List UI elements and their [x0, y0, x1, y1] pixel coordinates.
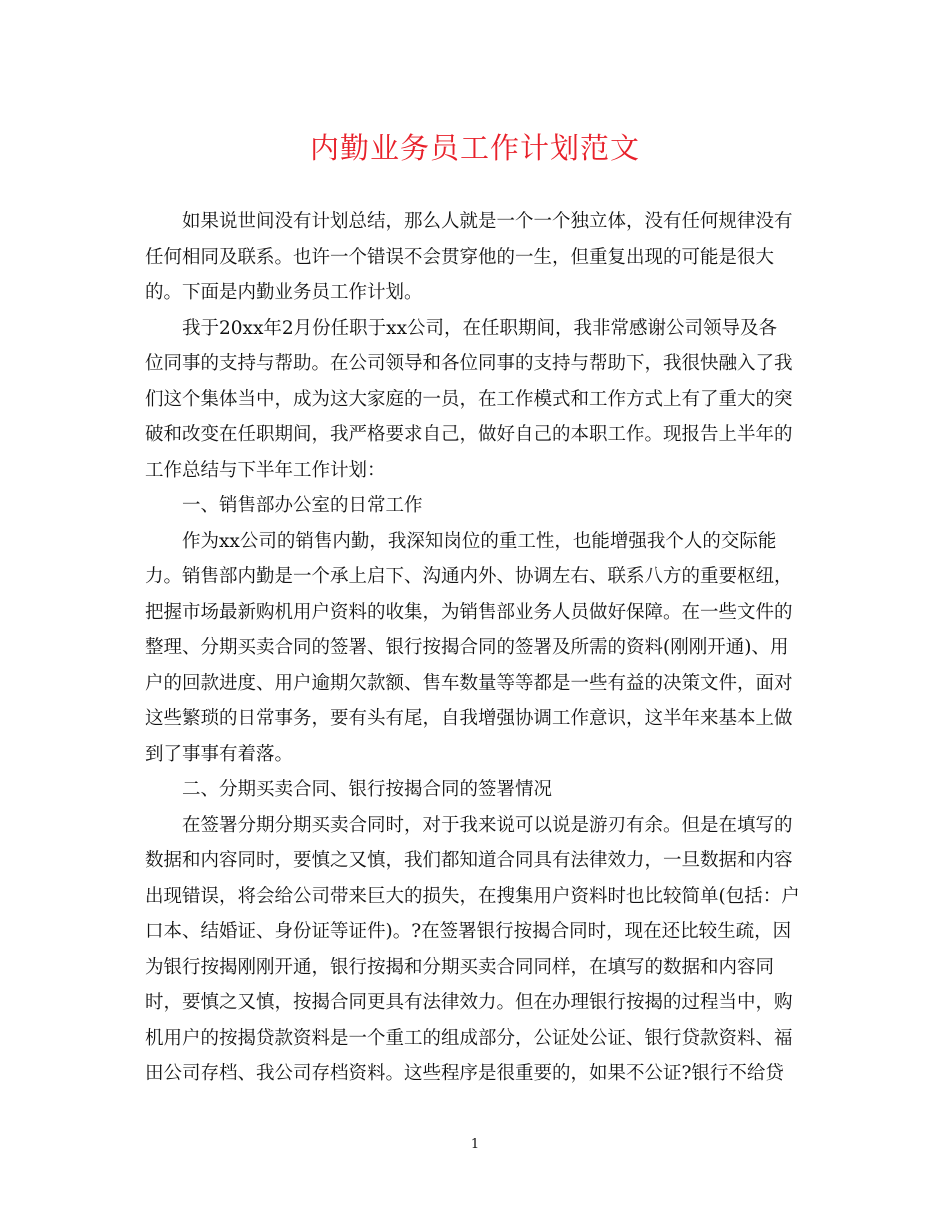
text-line: 作为xx公司的销售内勤，我深知岗位的重工性，也能增强我个人的交际能 — [182, 530, 777, 552]
text-line: 工作总结与下半年工作计划： — [145, 459, 386, 481]
text-line: 们这个集体当中，成为这大家庭的一员，在工作模式和工作方式上有了重大的突 — [145, 388, 793, 410]
text-line: 机用户的按揭贷款资料是一个重工的组成部分，公证处公证、银行贷款资料、福 — [145, 1027, 793, 1049]
text-line: 把握市场最新购机用户资料的收集，为销售部业务人员做好保障。在一些文件的 — [145, 601, 793, 623]
paragraph — [145, 488, 807, 524]
paragraph — [145, 311, 807, 489]
text-line: 到了事事有着落。 — [145, 743, 294, 765]
text-line: 任何相同及联系。也许一个错误不会贯穿他的一生，但重复出现的可能是很大 — [145, 246, 775, 268]
text-line: 在签署分期分期买卖合同时，对于我来说可以说是游刃有余。但是在填写的 — [182, 814, 793, 836]
text-line: 口本、结婚证、身份证等证件)。?在签署银行按揭合同时，现在还比较生疏，因 — [145, 921, 792, 942]
text-line: 我于20xx年2月份任职于xx公司，在任职期间，我非常感谢公司领导及各 — [182, 317, 778, 339]
text-line: 数据和内容同时，要慎之又慎，我们都知道合同具有法律效力，一旦数据和内容 — [145, 850, 793, 871]
text-line: 这些繁琐的日常事务，要有头有尾，自我增强协调工作意识，这半年来基本上做 — [145, 708, 793, 729]
page-title: 内勤业务员工作计划范文 — [309, 131, 640, 165]
page-number: 1 — [470, 1137, 480, 1152]
text-line: 力。销售部内勤是一个承上启下、沟通内外、协调左右、联系八方的重要枢纽， — [145, 566, 793, 587]
text-line: 一、销售部办公室的日常工作 — [182, 495, 423, 516]
paragraph — [145, 808, 807, 1092]
text-line: 整理、分期买卖合同的签署、银行按揭合同的签署及所需的资料(刚刚开通)、用 — [145, 637, 789, 658]
text-line: 户的回款进度、用户逾期欠款额、售车数量等等都是一些有益的决策文件，面对 — [145, 672, 793, 694]
text-line: 二、分期买卖合同、银行按揭合同的签署情况 — [182, 779, 553, 800]
document-body — [145, 204, 807, 1092]
text-line: 如果说世间没有计划总结，那么人就是一个一个独立体，没有任何规律没有 — [182, 211, 793, 232]
text-line: 出现错误，将会给公司带来巨大的损失，在搜集用户资料时也比较简单(包括：户 — [145, 885, 800, 907]
paragraph — [145, 524, 807, 773]
paragraph — [145, 204, 807, 311]
text-line: 时，要慎之又慎，按揭合同更具有法律效力。但在办理银行按揭的过程当中，购 — [145, 992, 793, 1013]
text-line: 破和改变在任职期间，我严格要求自己，做好自己的本职工作。现报告上半年的 — [145, 424, 793, 445]
text-line: 的。下面是内勤业务员工作计划。 — [145, 282, 423, 303]
paragraph — [145, 772, 807, 808]
text-line: 为银行按揭刚刚开通，银行按揭和分期买卖合同同样，在填写的数据和内容同 — [145, 956, 775, 978]
text-line: 田公司存档、我公司存档资料。这些程序是很重要的，如果不公证?银行不给贷 — [145, 1063, 784, 1084]
text-line: 位同事的支持与帮助。在公司领导和各位同事的支持与帮助下，我很快融入了我 — [145, 353, 793, 374]
